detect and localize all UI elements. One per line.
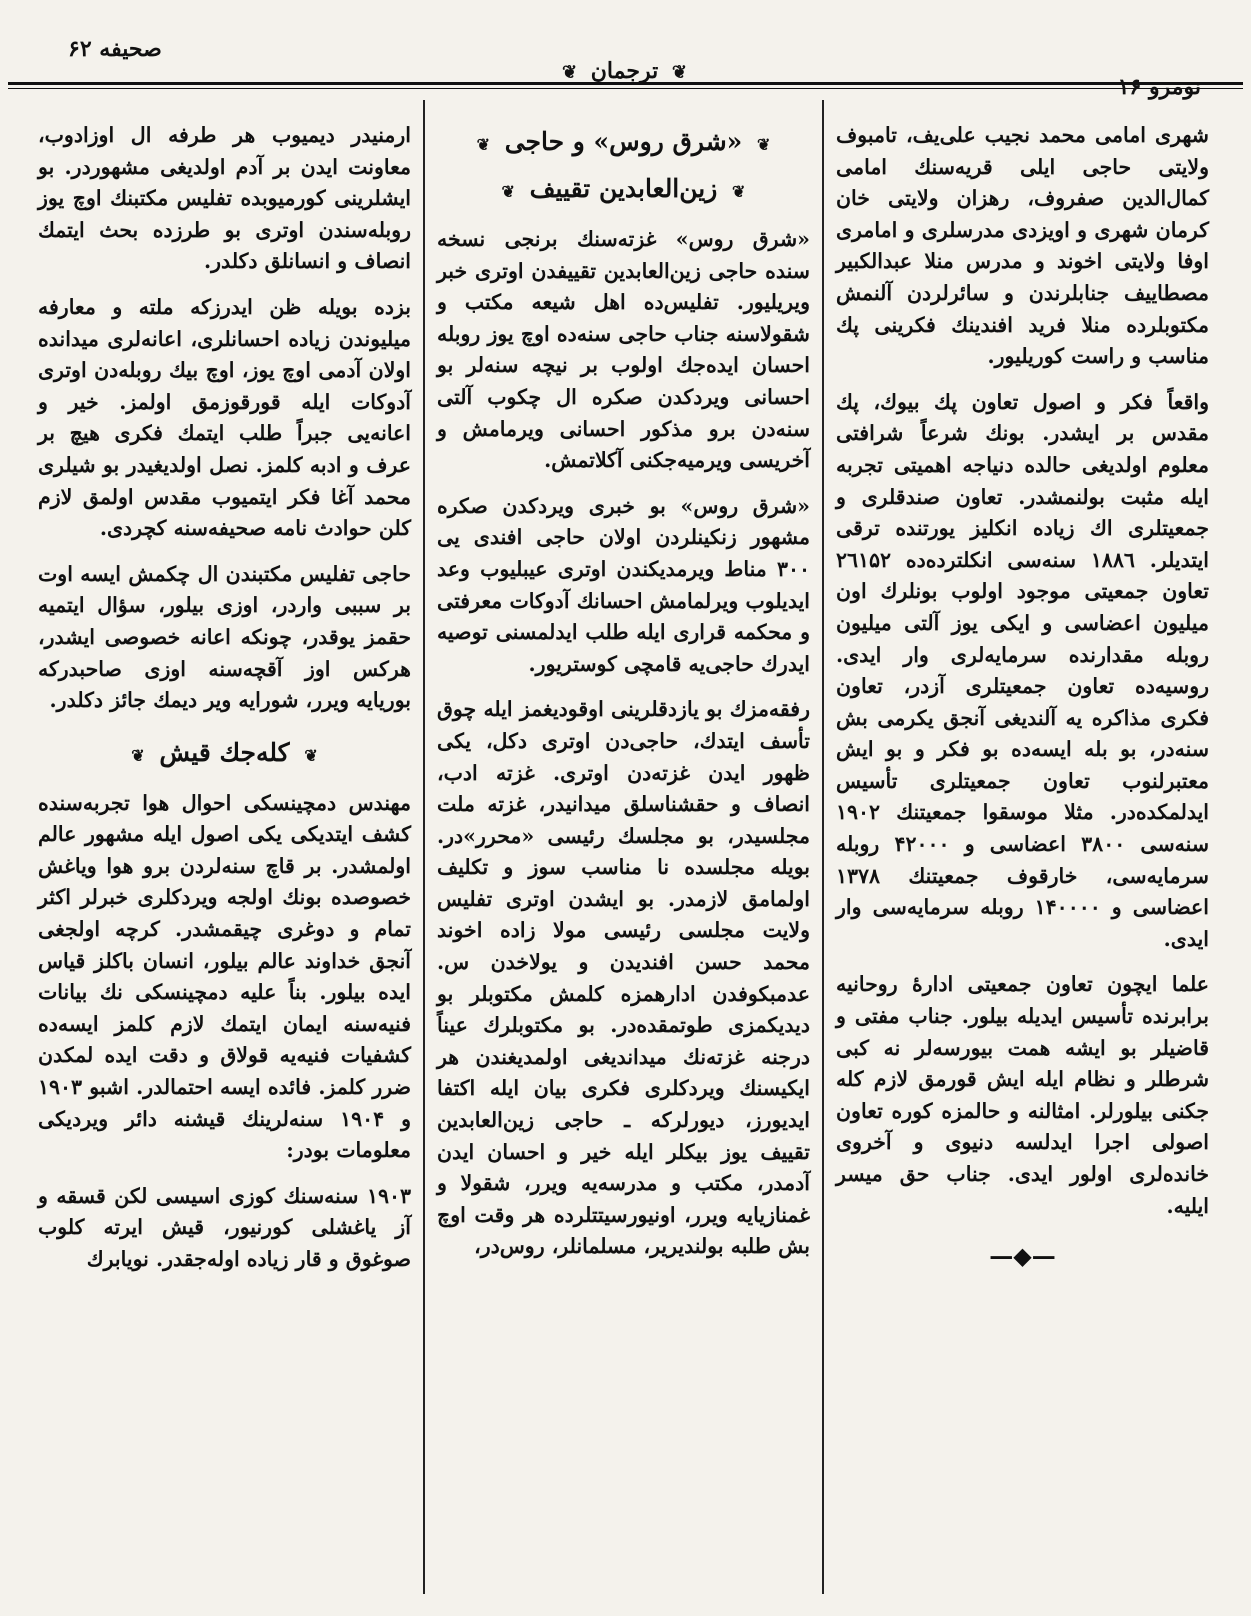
headline-ornament: ❦ (732, 182, 746, 201)
newspaper-title-text: ترجمان (590, 58, 659, 84)
column-right (824, 100, 1221, 1594)
newspaper-title (24, 58, 1225, 84)
paragraph: شهری امامی محمد نجیب علی‌یف، تامبوف ولایتی حاجی ایلی قریه‌سنك امامی کمال‌الدین صفروف، رهزان ولایتی خان کرمان شهری و اویزدی مدرسلری و امامری اوفا ولایتی اخوند و مدرس منلا عبدالکبیر مصطاییف جنابلرندن و سائرلردن آلنمش مکتوبلرده منلا فرید افندینك فکرینی پك مناسب و راست کوریلیور. (836, 123, 1209, 369)
paragraph: «شرق روس» غزته‌سنك برنجی نسخه سنده حاجی زین‌العابدین تقییفدن اوتری خبر ویریلیور. تفلیس‌ده اهل شیعه مکتب و شقولاسنه جناب حاجی سنه‌ده اوچ یوز روبله احسان ایده‌جك اولوب بر نیچه سنه‌لر بو احسانی ویردکدن صکره ال چکوب آلتی سنه‌دن برو مذکور احسانی ویرمامش و آخریسی ویرمیه‌جکنی آکلاتمش. (437, 227, 810, 473)
headline-ornament: ❦ (476, 135, 490, 154)
headline-text: کله‌جك قیش (159, 737, 290, 767)
masthead-rule (8, 82, 1243, 85)
title-ornament-right: ❦ (562, 62, 578, 83)
paragraph: ۱۹۰۳ سنه‌سنك کوزی اسیسی لکن قسقه و آز یاغشلی کورنیور، قیش ایرته کلوب صوغوق و قار زیاده اوله‌جقدر. نویابرك (38, 1183, 411, 1271)
headline-ornament: ❦ (501, 182, 515, 201)
headline-text: زین‌العابدین تقییف (529, 174, 718, 203)
issue-number-label: نومرو ۱۶ (1117, 74, 1201, 100)
paragraph: واقعاً فکر و اصول تعاون پك بیوك، پك مقدس بر ایشدر. بونك شرعاً شرافتی معلوم اولدیغی حالده دنیاجه اهمیتی تجربه ایله مثبت بولنمشدر. تعاون صندقلری و جمعیتلری اك زیاده انکلیز یورتنده ترقی ایتدیلر. ۱۸۸٦ سنه‌سی انکلترده‌ده ۲٦۱۵۲ تعاون جمعیتی موجود اولوب بونلرك اون میلیون اعضاسی و ایکی یوز آلتی میلیون روبله مقدارنده سرمایه‌لری وار ایدی. روسیه‌ده تعاون جمعیتلری آزدر، تعاون فکری مذاکره یه آلندیغی آنجق یکرمی بش سنه‌در، بو بله ایسه‌ده بو فکر و بو ایش معتبرلنوب تعاون جمعیتلری تأسیس ایدلمکده‌در. مثلا موسقوا جمعیتنك ۱۹۰۲ سنه‌سی ۳۸۰۰ اعضاسی و ۴۲۰۰۰ روبله سرمایه‌سی، خارقوف جمعیتنك ۱۳۷۸ اعضاسی و ۱۴۰۰۰۰ روبله سرمایه‌سی وار ایدی. (836, 389, 1210, 951)
article-end-mark: —◆— (989, 1241, 1056, 1271)
headline-line (437, 120, 810, 167)
masthead-rule-thin (8, 88, 1243, 89)
paragraph: «شرق روس» بو خبری ویردکدن صکره مشهور زنکینلردن اولان حاجی افندی یی ۳۰۰ مناط ویرمدیکندن اوتری عیبلیوب وعد ایدیلوب ویرلمامش احسانك آدوکات معرفتی و محکمه قراری ایله طلب ایدلمسنی توصیه ایدرك حاجی‌یه قامچی کوستریور. (437, 493, 810, 676)
headline-line (437, 167, 810, 214)
paragraph: حاجی تفلیس مکتبندن ال چکمش ایسه اوت بر سببی واردر، اوزی بیلور، سؤال ایتمیه حقمز یوقدر، چونکه اعانه خصوصی ایشدر، هرکس اوز آقچه‌سنه اوزی صاحبدرکه بوریایه ویرر، شورایه ویر دیمك جائز دکلدر. (38, 561, 411, 713)
column-left (26, 100, 423, 1594)
article-headline-winter (38, 731, 411, 778)
masthead (24, 22, 1225, 100)
column-middle (425, 100, 822, 1594)
headline-ornament: ❦ (304, 745, 318, 765)
paragraph: علما ایچون تعاون جمعیتی ادارهٔ روحانیه برابرنده تأسیس ایدیله بیلور. جناب مفتی و قاضیلر بو ایشه همت بیورسه‌لر نه کبی شرطلر و نظام ایله ایش قورمق لازم کله جکنی بیلورلر. امثالنه و حالمزه کوره تعاون اصولی اجرا ایدلسه دنیوی و آخروی خانده‌لری اولور ایدی. جناب حق میسر ایلیه. (836, 972, 1209, 1218)
headline-text: «شرق روس» و حاجی (504, 127, 743, 156)
paragraph: مهندس دمچینسکی احوال هوا تجربه‌سنده کشف ایتدیکی یکی اصول ایله مشهور عالم اولمشدر. بر قاچ سنه‌لردن برو هوا ویاغش خصوصده بونك اولجه ویردکلری خبرلر اکثر تمام و دوغری چیقمشدر. کرچه اولجغی آنجق خداوند عالم بیلور، انسان باکلز قیاس ایده بیلور. بناً علیه دمچینسکی نك بیانات فنیه‌سنه ایمان ایتمك لازم کلمز ایسه‌ده کشفیات فنیه‌یه قولاق و دقت ایده لمکدن ضرر کلمز. فائده ایسه احتمالدر. اشبو ۱۹۰۳ و ۱۹۰۴ سنه‌لرینك قیشنه دائر ویردیکی معلومات بودر: (38, 790, 411, 1163)
article-columns (26, 100, 1221, 1594)
headline-ornament: ❦ (757, 135, 771, 154)
paragraph: ارمنیدر دیمیوب هر طرفه ال اوزادوب، معاونت ایدن بر آدم اولدیغی مشهوردر. بو ایشلرینی کورمیوبده تفلیس مکتبنك اوچ یوز روبله‌سندن اوتری بو طرزده بحث ایتمك انصاف و انسانلق دکلدر. (38, 123, 411, 274)
paragraph: رفقه‌مزك بو یازدقلرینی اوقودیغمز ایله چوق تأسف ایتدك، حاجی‌دن اوتری دکل، یکی ظهور ایدن غزته‌دن اوتری. غزته ادب، انصاف و حقشناسلق میدانیدر، غزته ملت مجلسیدر، بو مجلسك رئیسی «محرر»در. بویله مجلسده نا مناسب سوز و تکلیف اولمامق لازمدر. بو ایشدن اوتری تفلیس ولایت مجلسی رئیسی مولا زاده اخوند محمد حسن افندیدن و یولاخدن س. عدمبکوفدن ادارهمزه کلمش مکتوبلر بو دیدیکمزی طوتمقده‌در. بو مکتوبلرك عیناً درجنه غزته‌نك میداندیغی اولمدیغندن هر ایکیسنك ویردکلری فکری بیان ایله اکتفا ایدیورز، دیورلرکه ـ حاجی زین‌العابدین تقییف یوز بیکلر ایله خیر و احسان ایدن آدمدر، مکتب و مدرسه‌یه ویرر، شقولا و غمنازیایه ویرر، اونیورسیتتلرده هر وقت اوچ بش طلبه بولندیریر، مسلمانلر، روس‌در، (437, 697, 810, 1259)
paragraph: بزده بویله ظن ایدرزکه ملته و معارفه میلیوندن زیاده احسانلری، اعانه‌لری میدانده اولان آدمی اوچ یوز، اوچ بیك روبله‌دن اوتری آدوکات ایله قورقوزمق اولمز. خیر و اعانه‌یی جبراً طلب ایتمك فکری هیچ بر عرف و ادبه کلمز. نصل اولدیغیدر بو شیلری محمد آغا فکر ایتمیوب مقدس اولمق لازم کلن حوادث نامه صحیفه‌سنه کچردی. (38, 294, 411, 541)
title-ornament-left: ❦ (671, 62, 687, 83)
article-headline-shark-rus (437, 120, 810, 214)
page-number-label: صحیفه ۶۲ (68, 36, 162, 62)
headline-ornament: ❦ (131, 745, 145, 765)
